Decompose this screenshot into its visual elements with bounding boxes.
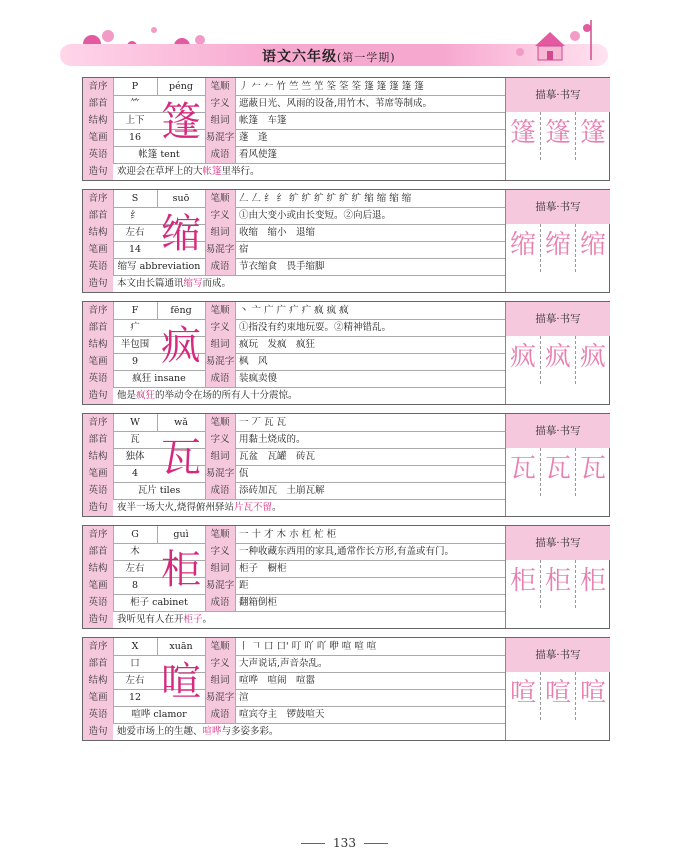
meaning: 遮蔽日光、风雨的设备,用竹木、苇席等制成。	[239, 98, 433, 109]
label-idiom: 成语	[205, 258, 235, 275]
label-strokes: 笔画	[83, 129, 113, 146]
label-structure: 结构	[83, 336, 113, 353]
label-words: 组词	[205, 560, 235, 577]
main-character: 瓦	[161, 435, 201, 481]
radical: 木	[130, 546, 140, 557]
pinyin: péng	[169, 81, 193, 92]
trace-character: 喧	[579, 678, 606, 708]
stroke-count: 12	[128, 692, 142, 703]
label-english: 英语	[83, 146, 113, 163]
label-sentence: 造句	[83, 723, 113, 740]
label-confusable: 易混字	[205, 689, 235, 706]
stroke-count: 9	[131, 356, 139, 367]
label-english: 英语	[83, 370, 113, 387]
label-stroke-order: 笔顺	[205, 78, 235, 95]
label-radical: 部首	[83, 319, 113, 336]
pinyin: fēng	[170, 305, 192, 316]
practice-label: 描摹·书写	[506, 526, 610, 560]
english: 疯狂 insane	[132, 373, 186, 384]
trace-character: 喧	[509, 678, 536, 708]
confusable: 佤	[239, 468, 249, 479]
sentence: 欢迎会在草坪上的大帐篷里举行。	[117, 166, 260, 177]
english: 帐篷 tent	[138, 149, 180, 160]
sentence: 本文由长篇通讯缩写而成。	[117, 278, 232, 289]
trace-character: 疯	[544, 342, 571, 372]
pinyin: guì	[173, 529, 189, 540]
label-radical: 部首	[83, 95, 113, 112]
label-idiom: 成语	[205, 146, 235, 163]
character-card-4	[82, 413, 610, 517]
english: 喧哗 clamor	[131, 709, 187, 720]
label-meaning: 字义	[205, 319, 235, 336]
label-structure: 结构	[83, 448, 113, 465]
label-stroke-order: 笔顺	[205, 190, 235, 207]
structure: 上下	[125, 115, 145, 126]
trace-character: 柜	[544, 566, 571, 596]
page-number: 133	[0, 836, 689, 850]
trace-character: 篷	[544, 118, 571, 148]
radical: 瓦	[130, 434, 140, 445]
letter: F	[131, 305, 139, 316]
trace-character: 篷	[579, 118, 606, 148]
label-words: 组词	[205, 224, 235, 241]
label-strokes: 笔画	[83, 353, 113, 370]
confusable: 枫 风	[239, 356, 268, 367]
trace-character: 缩	[544, 230, 571, 260]
label-confusable: 易混字	[205, 577, 235, 594]
label-idiom: 成语	[205, 706, 235, 723]
trace-character: 柜	[509, 566, 536, 596]
character-card-3	[82, 301, 610, 405]
label-words: 组词	[205, 112, 235, 129]
character-card-2	[82, 189, 610, 293]
trace-character: 篷	[509, 118, 536, 148]
idiom: 翻箱倒柜	[239, 597, 278, 608]
letter: W	[130, 417, 140, 428]
structure: 左右	[125, 563, 145, 574]
structure: 左右	[125, 227, 145, 238]
meaning: 大声说话,声音杂乱。	[239, 658, 328, 669]
label-structure: 结构	[83, 672, 113, 689]
label-meaning: 字义	[205, 95, 235, 112]
idiom: 添砖加瓦 土崩瓦解	[239, 485, 325, 496]
radical: 纟	[130, 210, 140, 221]
stroke-order: 丨 𠃍 口 口' 叮 吖 吖 咿 喧 喧 喧	[239, 641, 377, 652]
letter: S	[131, 193, 139, 204]
practice-area	[505, 526, 610, 628]
character-card-6	[82, 637, 610, 741]
trace-character: 柜	[579, 566, 606, 596]
trace-character: 喧	[544, 678, 571, 708]
sentence-highlight: 帐篷	[202, 166, 222, 177]
label-english: 英语	[83, 594, 113, 611]
label-confusable: 易混字	[205, 241, 235, 258]
label-pinyin-order: 音序	[83, 638, 113, 655]
practice-area	[505, 190, 610, 292]
english: 缩写 abbreviation	[117, 261, 201, 272]
label-words: 组词	[205, 672, 235, 689]
idiom: 装疯卖傻	[239, 373, 278, 384]
sentence: 他是疯狂的举动令在场的所有人十分震惊。	[117, 390, 298, 401]
trace-character: 瓦	[509, 454, 536, 484]
confusable: 渲	[239, 692, 249, 703]
words: 瓦盆 瓦罐 砖瓦	[239, 451, 316, 462]
label-meaning: 字义	[205, 207, 235, 224]
stroke-order: 丶 亠 广 广 疒 疒 疯 疯 疯	[239, 305, 349, 316]
confusable: 宿	[239, 244, 249, 255]
label-words: 组词	[205, 336, 235, 353]
label-sentence: 造句	[83, 163, 113, 180]
stroke-order: 𠃋 𠃋 纟 纟 纩 纩 纩 纩 纩 纩 缩 缩 缩 缩	[239, 193, 412, 204]
meaning: 用黏土烧成的。	[239, 434, 306, 445]
confusable: 距	[239, 580, 249, 591]
label-meaning: 字义	[205, 655, 235, 672]
label-strokes: 笔画	[83, 689, 113, 706]
label-idiom: 成语	[205, 370, 235, 387]
letter: G	[131, 529, 139, 540]
practice-label: 描摹·书写	[506, 638, 610, 672]
label-sentence: 造句	[83, 387, 113, 404]
main-character: 缩	[161, 211, 201, 257]
words: 喧哗 喧闹 喧嚣	[239, 675, 316, 686]
meaning: 一种收藏东西用的家具,通常作长方形,有盖或有门。	[239, 546, 455, 557]
label-radical: 部首	[83, 207, 113, 224]
stroke-order: 丿 𠂉 𠂉 竹 竺 竺 笁 筌 筌 筌 篷 篷 篷 篷 篷	[239, 81, 424, 92]
trace-character: 疯	[579, 342, 606, 372]
label-radical: 部首	[83, 655, 113, 672]
label-sentence: 造句	[83, 499, 113, 516]
label-pinyin-order: 音序	[83, 302, 113, 319]
label-pinyin-order: 音序	[83, 78, 113, 95]
words: 收缩 缩小 退缩	[239, 227, 316, 238]
practice-label: 描摹·书写	[506, 190, 610, 224]
practice-area	[505, 78, 610, 180]
sentence: 夜半一场大火,烧得俯州驿站片瓦不留。	[117, 502, 282, 513]
meaning: ①指没有约束地玩耍。②精神错乱。	[239, 322, 392, 333]
practice-area	[505, 302, 610, 404]
label-pinyin-order: 音序	[83, 414, 113, 431]
sentence: 我听见有人在开柜子。	[117, 614, 213, 625]
practice-label: 描摹·书写	[506, 78, 610, 112]
label-structure: 结构	[83, 112, 113, 129]
label-english: 英语	[83, 706, 113, 723]
radical: 口	[130, 658, 140, 669]
label-structure: 结构	[83, 560, 113, 577]
label-sentence: 造句	[83, 275, 113, 292]
confusable: 蓬 逢	[239, 132, 268, 143]
label-english: 英语	[83, 258, 113, 275]
sentence-highlight: 缩写	[183, 278, 203, 289]
character-card-5	[82, 525, 610, 629]
stroke-order: 一 丆 瓦 瓦	[239, 417, 287, 428]
label-stroke-order: 笔顺	[205, 414, 235, 431]
trace-character: 疯	[509, 342, 536, 372]
practice-area	[505, 638, 610, 740]
trace-character: 瓦	[544, 454, 571, 484]
radical: 疒	[130, 322, 140, 333]
radical: ⺮	[130, 98, 140, 109]
sentence-highlight: 片瓦不留	[234, 502, 273, 513]
label-strokes: 笔画	[83, 577, 113, 594]
words: 帐篷 车篷	[239, 115, 287, 126]
main-character: 篷	[161, 99, 201, 145]
label-pinyin-order: 音序	[83, 526, 113, 543]
english: 柜子 cabinet	[130, 597, 188, 608]
letter: X	[131, 641, 139, 652]
page-header	[0, 0, 689, 74]
trace-character: 缩	[509, 230, 536, 260]
idiom: 看风使篷	[239, 149, 278, 160]
stroke-count: 14	[128, 244, 142, 255]
idiom: 节衣缩食 畏手缩脚	[239, 261, 325, 272]
label-radical: 部首	[83, 543, 113, 560]
label-idiom: 成语	[205, 594, 235, 611]
english: 瓦片 tiles	[137, 485, 181, 496]
practice-label: 描摹·书写	[506, 302, 610, 336]
label-idiom: 成语	[205, 482, 235, 499]
page-title: 语文六年级(第一学期)	[262, 49, 396, 65]
label-structure: 结构	[83, 224, 113, 241]
words: 柜子 橱柜	[239, 563, 287, 574]
words: 疯玩 发疯 疯狂	[239, 339, 316, 350]
letter: P	[131, 81, 139, 92]
practice-area	[505, 414, 610, 516]
label-stroke-order: 笔顺	[205, 302, 235, 319]
practice-label: 描摹·书写	[506, 414, 610, 448]
main-character: 喧	[161, 659, 201, 705]
main-character: 柜	[161, 547, 201, 593]
structure: 独体	[125, 451, 145, 462]
label-radical: 部首	[83, 431, 113, 448]
sentence-highlight: 柜子	[183, 614, 203, 625]
meaning: ①由大变小或由长变短。②向后退。	[239, 210, 392, 221]
label-stroke-order: 笔顺	[205, 638, 235, 655]
pinyin: xuān	[169, 641, 193, 652]
sentence-highlight: 喧哗	[202, 726, 222, 737]
label-meaning: 字义	[205, 543, 235, 560]
stroke-count: 8	[131, 580, 139, 591]
character-card-1	[82, 77, 610, 181]
label-meaning: 字义	[205, 431, 235, 448]
label-strokes: 笔画	[83, 465, 113, 482]
label-confusable: 易混字	[205, 353, 235, 370]
label-strokes: 笔画	[83, 241, 113, 258]
idiom: 喧宾夺主 锣鼓喧天	[239, 709, 325, 720]
stroke-order: 一 十 才 木 朩 杠 杧 柜	[239, 529, 337, 540]
label-english: 英语	[83, 482, 113, 499]
house-decoration-icon	[505, 16, 605, 66]
trace-character: 瓦	[579, 454, 606, 484]
label-pinyin-order: 音序	[83, 190, 113, 207]
sentence-highlight: 疯狂	[136, 390, 156, 401]
sentence: 她爱市场上的生趣、喧哗与多姿多彩。	[117, 726, 279, 737]
structure: 左右	[125, 675, 145, 686]
label-confusable: 易混字	[205, 465, 235, 482]
trace-character: 缩	[579, 230, 606, 260]
label-words: 组词	[205, 448, 235, 465]
stroke-count: 4	[131, 468, 139, 479]
main-character: 疯	[161, 323, 201, 369]
pinyin: wǎ	[174, 417, 188, 428]
label-sentence: 造句	[83, 611, 113, 628]
label-stroke-order: 笔顺	[205, 526, 235, 543]
pinyin: suō	[172, 193, 190, 204]
stroke-count: 16	[128, 132, 142, 143]
structure: 半包围	[120, 339, 150, 350]
label-confusable: 易混字	[205, 129, 235, 146]
